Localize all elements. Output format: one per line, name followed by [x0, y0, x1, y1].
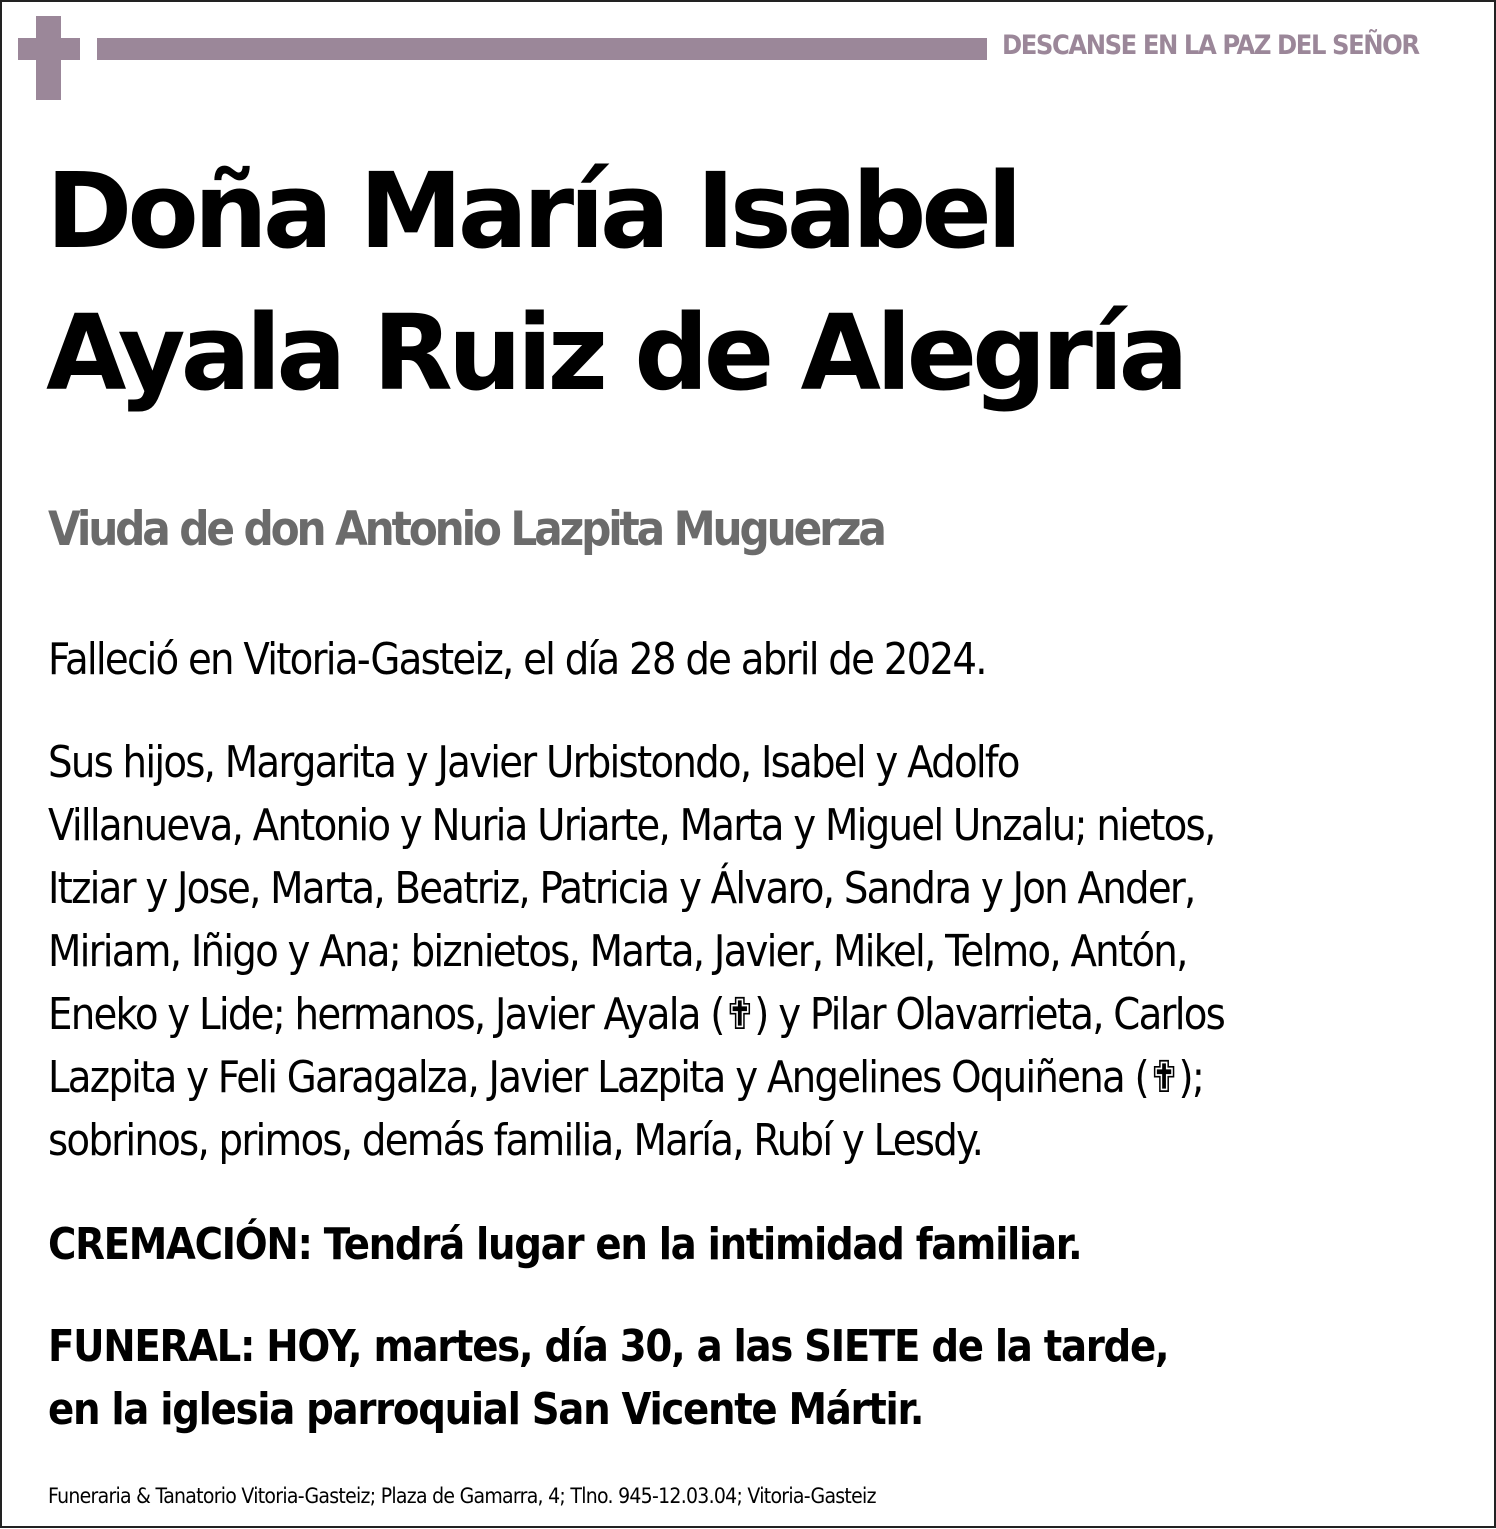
family-line: Itziar y Jose, Marta, Beatriz, Patricia y Álvaro, Sandra y Jon Ander, — [48, 863, 1195, 914]
family-line: Miriam, Iñigo y Ana; biznietos, Marta, Javier, Mikel, Telmo, Antón, — [48, 926, 1187, 977]
name-line-2: Ayala Ruiz de Alegría — [46, 292, 1184, 414]
cremation-notice: CREMACIÓN: Tendrá lugar en la intimidad familiar. — [48, 1219, 1082, 1270]
funeral-line-2: en la iglesia parroquial San Vicente Mártir. — [48, 1384, 924, 1435]
widow-subtitle: Viuda de don Antonio Lazpita Muguerza — [48, 502, 884, 557]
name-line-1: Doña María Isabel — [46, 150, 1018, 272]
family-line: Villanueva, Antonio y Nuria Uriarte, Marta y Miguel Unzalu; nietos, — [48, 800, 1215, 851]
cross-icon-bar — [18, 38, 80, 60]
funeral-home-footer: Funeraria & Tanatorio Vitoria-Gasteiz; Plaza de Gamarra, 4; Tlno. 945-12.03.04; Vitoria-Gasteiz — [48, 1484, 876, 1508]
death-notice: Falleció en Vitoria-Gasteiz, el día 28 de abril de 2024. — [48, 634, 986, 685]
family-line: Sus hijos, Margarita y Javier Urbistondo, Isabel y Adolfo — [48, 737, 1019, 788]
funeral-notice — [48, 1315, 1168, 1441]
header-motto: DESCANSE EN LA PAZ DEL SEÑOR — [1002, 30, 1419, 61]
family-list — [48, 731, 1224, 1172]
family-line: Eneko y Lide; hermanos, Javier Ayala (✟) y Pilar Olavarrieta, Carlos — [48, 989, 1225, 1040]
funeral-line-1: FUNERAL: HOY, martes, día 30, a las SIETE de la tarde, — [48, 1321, 1169, 1372]
deceased-name — [46, 140, 1184, 424]
family-line: sobrinos, primos, demás familia, María, Rubí y Lesdy. — [48, 1115, 983, 1166]
header-rule — [97, 38, 987, 60]
family-line: Lazpita y Feli Garagalza, Javier Lazpita y Angelines Oquiñena (✟); — [48, 1052, 1204, 1103]
